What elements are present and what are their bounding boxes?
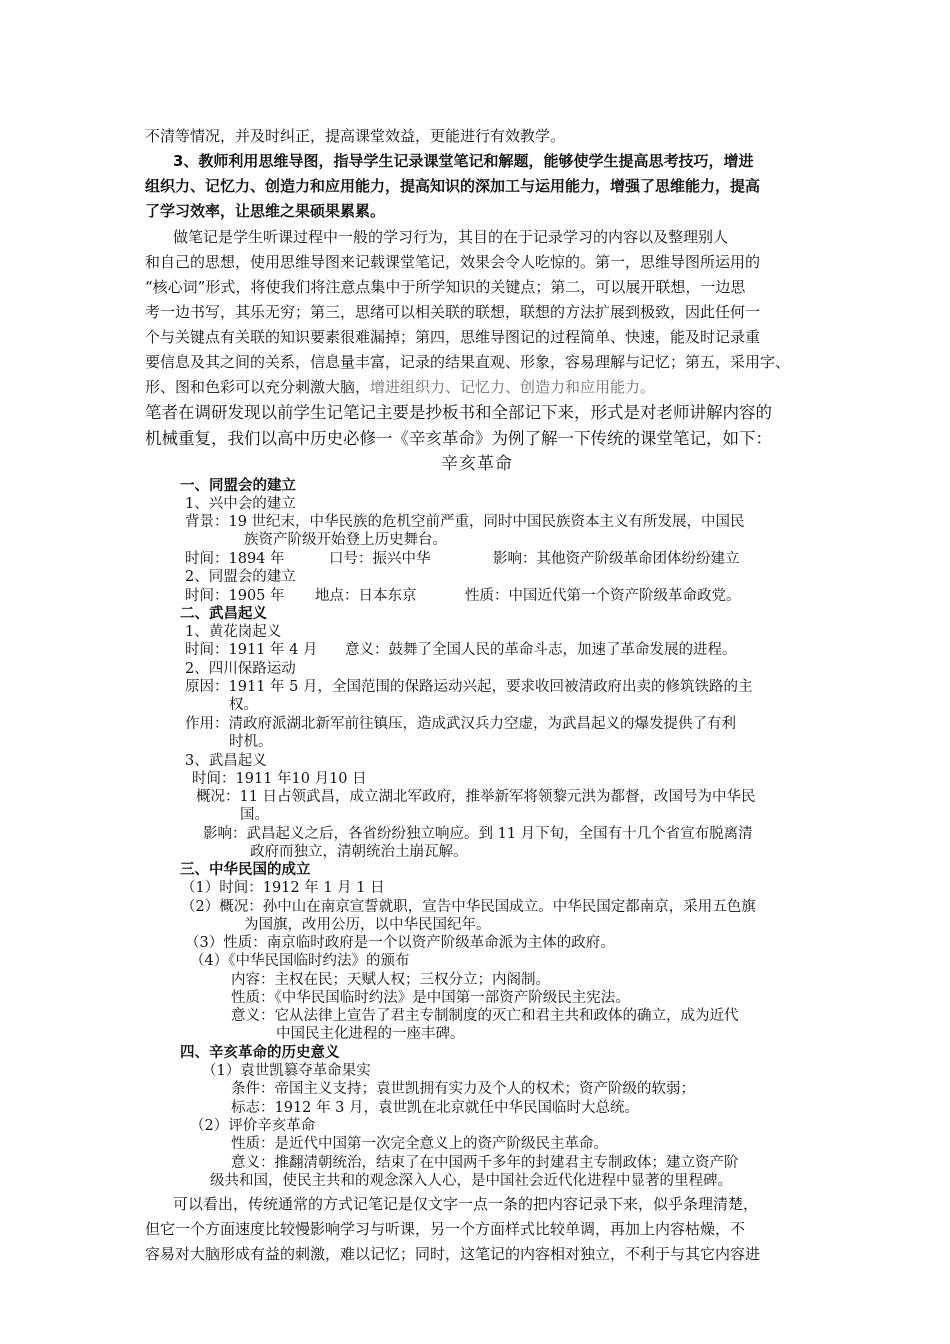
note-line: 时间：1911 年10 月10 日 (192, 771, 367, 787)
note-line: 口号：振兴中华 (329, 551, 431, 567)
paragraph-line: 做笔记是学生听课过程中一般的学习行为，其目的在于记录学习的内容以及整理别人 (173, 228, 729, 246)
paragraph-line: 容易对大脑形成有益的刺激，难以记忆；同时，这笔记的内容相对独立，不利于与其它内容进 (145, 1245, 761, 1263)
paragraph-line: 笔者在调研发现以前学生记笔记主要是抄板书和全部记下来，形式是对老师讲解内容的 (145, 403, 772, 422)
paragraph-line: 考一边书写，其乐无穷；第三，思绪可以相关联的联想，联想的方法扩展到极致，因此任何一 (145, 303, 761, 321)
gray-highlight-text: 增进组织力、记忆力、创造力和应用能力。 (370, 378, 656, 396)
note-line: 影响：武昌起义之后，各省纷纷独立响应。到 11 月下旬，全国有十几个省宣布脱离清 (203, 826, 753, 842)
note-line: 意义：鼓舞了全国人民的革命斗志，加速了革命发展的进程。 (345, 642, 737, 658)
note-line: 时间：1911 年 4 月 (185, 642, 318, 658)
paragraph-line: 和自己的思想，使用思维导图来记载课堂笔记，效果会令人吃惊的。第一，思维导图所运用的 (145, 253, 761, 271)
section-heading: 四、辛亥革命的历史意义 (180, 1045, 340, 1061)
note-line: （1）时间：1912 年 1 月 1 日 (181, 880, 385, 896)
note-line: 性质：《中华民国临时约法》是中国第一部资产阶级民主宪法。 (231, 990, 630, 1006)
paragraph-line: 但它一个方面速度比较慢影响学习与听课，另一个方面样式比较单调，再加上内容枯燥，不 (145, 1220, 746, 1238)
paragraph-line: 可以看出，传统通常的方式记笔记是仅文字一点一条的把内容记录下来，似乎条理清楚， (173, 1195, 759, 1213)
note-line: 意义：推翻清朝统治，结束了在中国两千多年的封建君主专制政体；建立资产阶 (231, 1155, 739, 1171)
paragraph-line: 要信息及其之间的关系，信息量丰富，记录的结果直观、形象，容易理解与记忆；第五，采用字、 (145, 353, 791, 371)
section-heading: 二、武昌起义 (180, 606, 267, 622)
bold-paragraph-line: 了学习效率，让思维之果硕果累累。 (145, 202, 386, 220)
paragraph-line: 机械重复，我们以高中历史必修一《辛亥革命》为例了解一下传统的课堂笔记，如下： (145, 429, 772, 448)
subsection-heading: 3、武昌起义 (185, 753, 267, 769)
note-line: 原因：1911 年 5 月，全国范围的保路运动兴起，要求收回被清政府出卖的修筑铁路的主 (185, 679, 753, 695)
note-line: 权。 (229, 697, 258, 713)
section-heading: 三、中华民国的成立 (180, 862, 311, 878)
intro-line: 不清等情况，并及时纠正，提高课堂效益，更能进行有效教学。 (145, 127, 566, 145)
note-line: （2）评价辛亥革命 (190, 1118, 316, 1134)
note-line: 意义：它从法律上宣告了君主专制制度的灭亡和君主共和政体的确立，成为近代 (231, 1008, 739, 1024)
note-line: 政府而独立，清朝统治土崩瓦解。 (250, 844, 468, 860)
paragraph-line: 个与关键点有关联的知识要素很难漏掉；第四，思维导图记的过程简单、快速，能及时记录重 (145, 328, 761, 346)
bold-paragraph-line: 组织力、记忆力、创造力和应用能力，提高知识的深加工与运用能力，增强了思维能力，提高 (145, 177, 761, 195)
note-line: 为国旗，改用公历，以中华民国纪年。 (244, 917, 491, 933)
note-line: （4）《中华民国临时约法》的颁布 (190, 953, 410, 969)
note-line: 内容：主权在民；天赋人权；三权分立；内阁制。 (231, 972, 550, 988)
note-line: 时间：1905 年 (185, 588, 285, 604)
subsection-heading: 2、同盟会的建立 (185, 569, 296, 585)
note-line: （3）性质：南京临时政府是一个以资产阶级革命派为主体的政府。 (185, 935, 615, 951)
note-line: （1）袁世凯篡夺革命果实 (202, 1063, 371, 1079)
note-line: 时机。 (229, 734, 273, 750)
note-line: 时间：1894 年 (185, 551, 285, 567)
note-line: 族资产阶级开始登上历史舞台。 (244, 532, 447, 548)
note-line: 级共和国，使民主共和的观念深入人心，是中国社会近代化进程中显著的里程碑。 (210, 1173, 732, 1189)
paragraph-line: “核心词”形式，将使我们将注意点集中于所学知识的关键点；第二，可以展开联想，一边思 (145, 278, 746, 296)
subsection-heading: 1、黄花岗起义 (185, 624, 282, 640)
note-line: 背景：19 世纪末，中华民族的危机空前严重，同时中国民族资本主义有所发展，中国民 (185, 514, 745, 530)
note-line: 条件：帝国主义支持；袁世凯拥有实力及个人的权术；资产阶级的软弱； (231, 1081, 695, 1097)
paragraph-text: 形、图和色彩可以充分刺激大脑， (145, 378, 371, 396)
note-line: 地点：日本东京 (315, 588, 417, 604)
note-line: （2）概况：孙中山在南京宣誓就职，宣告中华民国成立。中华民国定都南京，采用五色旗 (181, 899, 756, 915)
note-line: 概况：11 日占领武昌，成立湖北军政府，推举新军将领黎元洪为都督，改国号为中华民 (196, 789, 756, 805)
note-line: 国。 (240, 807, 269, 823)
notes-title: 辛亥革命 (441, 454, 513, 474)
bold-paragraph-line: 3、教师利用思维导图，指导学生记录课堂笔记和解题，能够使学生提高思考技巧，增进 (173, 152, 754, 170)
subsection-heading: 1、兴中会的建立 (185, 496, 296, 512)
note-line: 标志：1912 年 3 月，袁世凯在北京就任中华民国临时大总统。 (231, 1100, 639, 1116)
note-line: 中国民主化进程的一座丰碑。 (276, 1026, 465, 1042)
subsection-heading: 2、四川保路运动 (185, 661, 296, 677)
note-line: 影响：其他资产阶级革命团体纷纷建立 (493, 551, 740, 567)
paragraph-line (145, 377, 655, 397)
note-line: 作用：清政府派湖北新军前往镇压，造成武汉兵力空虚，为武昌起义的爆发提供了有利 (185, 716, 736, 732)
note-line: 性质：是近代中国第一次完全意义上的资产阶级民主革命。 (231, 1136, 608, 1152)
note-line: 性质：中国近代第一个资产阶级革命政党。 (465, 588, 741, 604)
section-heading: 一、同盟会的建立 (180, 478, 296, 494)
